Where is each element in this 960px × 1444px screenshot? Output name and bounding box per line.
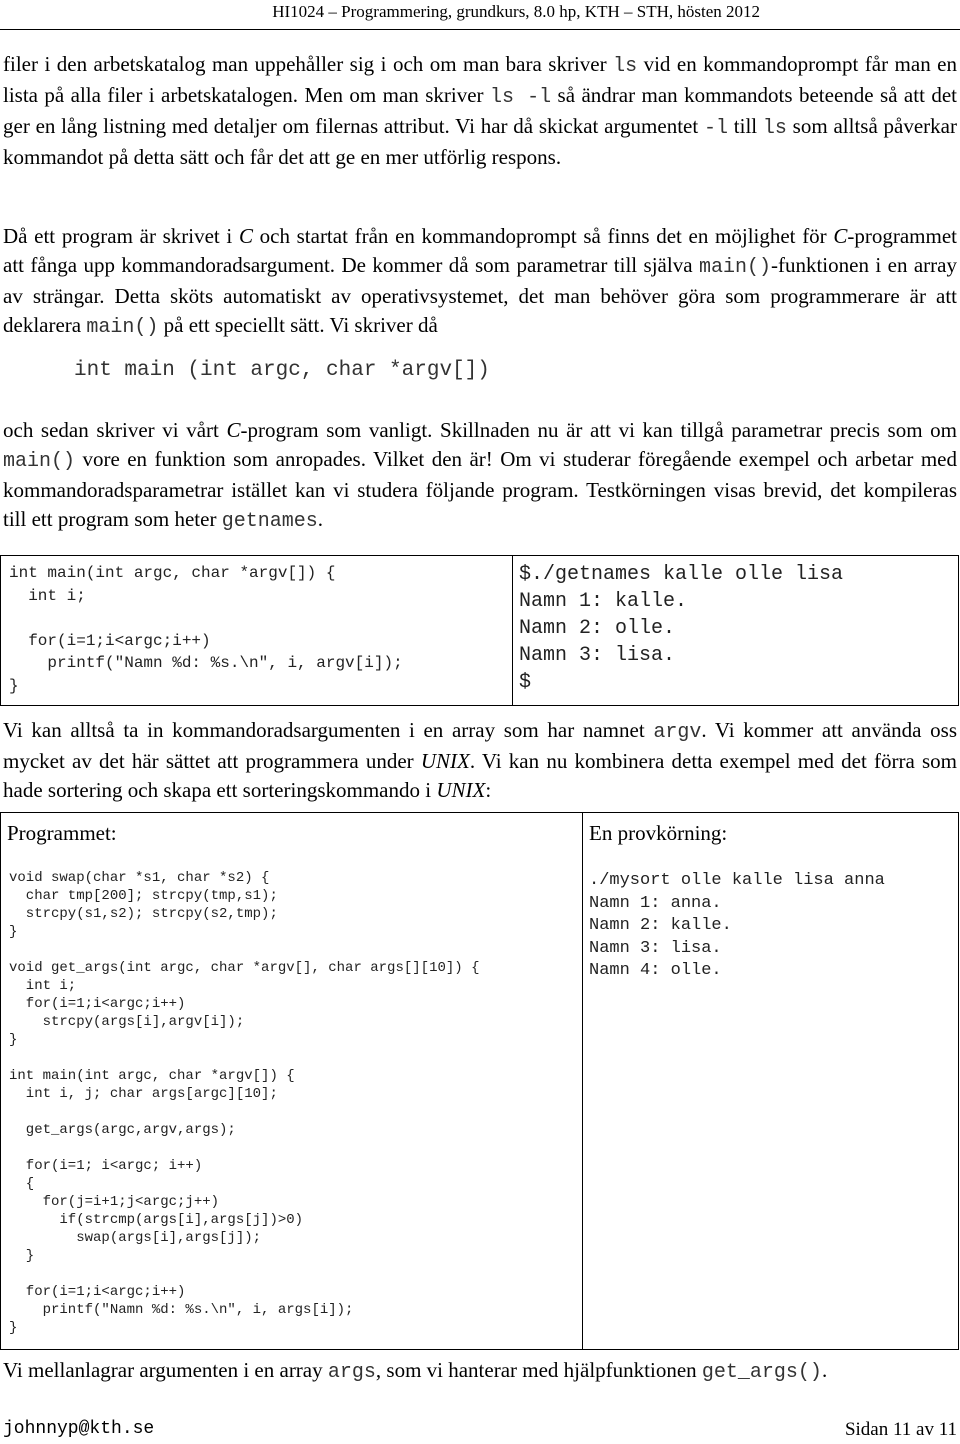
text-run: UNIX: [436, 778, 486, 802]
text-run: main(): [3, 450, 76, 473]
paragraph-argv-usage: [3, 716, 957, 805]
example-mysort-run-cell: [583, 813, 959, 1350]
text-run: vid en kommandoprompt får man en lista på alla filer i arbetskatalogen. Men om man skriver: [3, 52, 958, 107]
paragraph-command-line-args: [3, 222, 957, 342]
page-header: HI1024 – Programmering, grundkurs, 8.0 hp, KTH – STH, hösten 2012: [272, 2, 760, 21]
text-run: ls: [613, 55, 638, 78]
text-run: och startat från en kommandoprompt så finns det en möjlighet för: [252, 224, 834, 248]
run-title: En provkörning:: [589, 821, 728, 845]
paragraph-ls-arguments: [3, 50, 957, 172]
main-signature-code: int main (int argc, char *argv[]): [74, 359, 490, 382]
example-mysort-code: void swap(char *s1, char *s2) { char tmp[200]; strcpy(tmp,s1); strcpy(s1,s2); strcpy(s2,tmp); } void get_args(int argc, char *argv[], char args[][10]) { int i; for(i=1;i<argc;i++) strcpy(args[i],argv[i]); } int main(int argc, char *argv[]) { int i, j; char args[argc][10]; get_args(argc,argv,args); for(i=1; i<argc; i++) { for(j=i+1;j<argc;j++) if(strcmp(args[i],args[j])>0) swap(args[i],args[j]); } for(i=1;i<argc;i++) printf("Namn %d: %s.\n", i, args[i]); }: [9, 870, 480, 1336]
text-run: så ändrar man kommandots beteende så att det ger en lång listning med detaljer om filernas attribut. Vi har då skickat argumentet: [3, 83, 957, 138]
text-run: -program som vanligt. Skillnaden nu är att vi kan tillgå parametrar precis som om: [240, 418, 957, 442]
example-getnames-code: int main(int argc, char *argv[]) { int i; for(i=1;i<argc;i++) printf("Namn %d: %s.\n", i, argv[i]); }: [9, 564, 403, 695]
example-getnames-code-cell: [1, 556, 513, 706]
example-mysort-run: ./mysort olle kalle lisa anna Namn 1: anna. Namn 2: kalle. Namn 3: lisa. Namn 4: olle.: [589, 871, 885, 981]
text-run: main(): [698, 256, 771, 279]
text-run: main(): [86, 316, 159, 339]
paragraph-args-helper: [3, 1356, 957, 1387]
example-mysort-table: [0, 812, 959, 1350]
text-run: vore en funktion som anropades. Vilket den är! Om vi studerar föregående exempel och arbetar med kommandoradsparametrar istället kan vi studera följande program. Testkörningen visas brevid, det kompileras till ett program som heter: [3, 447, 957, 531]
text-run: . Vi kan nu kombinera detta exempel med det förra som hade sortering och skapa ett sorteringskommando i: [3, 749, 957, 802]
text-run: :: [485, 778, 492, 802]
text-run: Vi kan alltså ta in kommandoradsargumenten i en array som har namnet: [3, 718, 654, 742]
text-run: argv: [653, 721, 702, 744]
text-run: -programmet att fånga upp kommandoradsargument. De kommer då som parametrar till själva: [3, 224, 957, 277]
text-run: Vi mellanlagrar argumenten i en array: [3, 1358, 328, 1382]
example-mysort-code-cell: [1, 813, 583, 1350]
example-getnames-run-cell: [513, 556, 959, 706]
text-run: args: [327, 1361, 376, 1384]
text-run: och sedan skriver vi vårt: [3, 418, 227, 442]
text-run: på ett speciellt sätt. Vi skriver då: [158, 313, 438, 337]
text-run: filer i den arbetskatalog man uppehåller sig i och om man bara skriver: [3, 52, 614, 76]
program-title: Programmet:: [7, 821, 117, 845]
text-run: UNIX: [420, 749, 470, 773]
text-run: ls -l: [489, 86, 552, 109]
text-run: .: [821, 1358, 828, 1382]
text-run: getnames: [221, 510, 318, 533]
text-run: till: [728, 114, 763, 138]
paragraph-program-description: [3, 416, 957, 536]
example-getnames-run: $./getnames kalle olle lisa Namn 1: kalle. Namn 2: olle. Namn 3: lisa. $: [519, 563, 844, 694]
text-run: -funktionen i en array av strängar. Detta sköts automatiskt av operativsystemet, det man behöver göra som programmerare är att deklarera: [3, 253, 957, 337]
text-run: ls: [762, 117, 787, 140]
text-run: -l: [703, 117, 728, 140]
text-run: Då ett program är skrivet i: [3, 224, 239, 248]
footer-page-number: Sidan 11 av 11: [844, 1419, 957, 1440]
text-run: C: [226, 418, 241, 442]
text-run: som alltså påverkar kommandot på detta sätt och får det att ge en mer utförlig respons.: [3, 114, 957, 169]
footer-email: johnnyp@kth.se: [3, 1419, 155, 1439]
text-run: . Vi kommer att använda oss mycket av det här sättet att programmera under: [3, 718, 957, 773]
text-run: get_args(): [701, 1361, 822, 1384]
text-run: , som vi hanterar med hjälpfunktionen: [375, 1358, 702, 1382]
text-run: C: [833, 224, 848, 248]
text-run: .: [317, 507, 323, 531]
text-run: C: [238, 224, 253, 248]
header-rule: [0, 29, 960, 30]
example-getnames-table: [0, 555, 959, 706]
